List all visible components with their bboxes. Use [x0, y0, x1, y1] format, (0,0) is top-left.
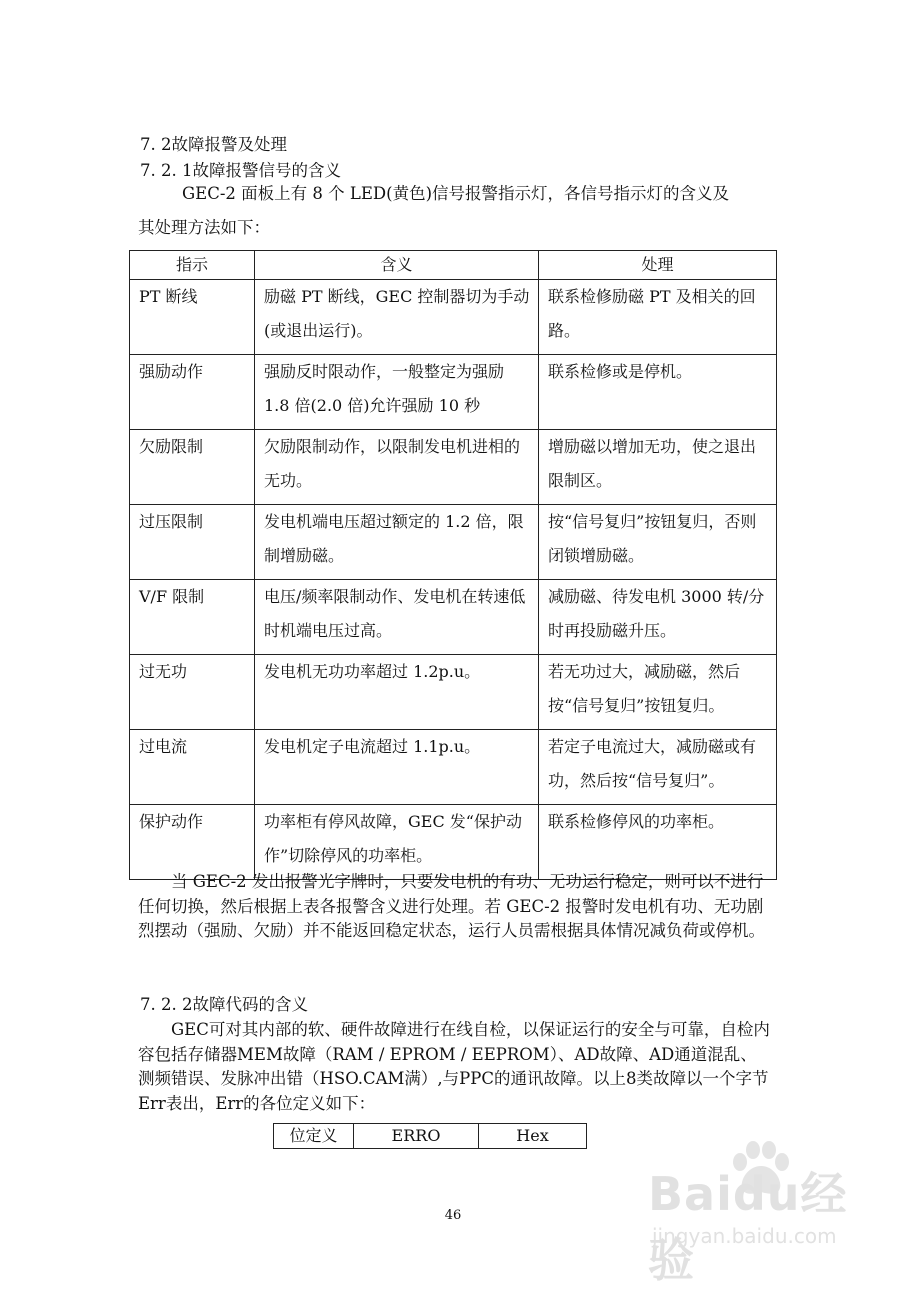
table-row: [130, 430, 777, 505]
cell-meaning: 励磁 PT 断线，GEC 控制器切为手动(或退出运行)。: [255, 280, 539, 355]
watermark-brand: Baidu经验: [648, 1167, 848, 1287]
body-paragraph-2: 当 GEC-2 发出报警光字牌时，只要发电机的有功、无功运行稳定，则可以不进行任何切换，然后根据上表各报警含义进行处理。若 GEC-2 报警时发电机有功、无功剧烈摆动（强励、欠励）并不能返回稳定状态，运行人员需根据具体情况减负荷或停机。: [138, 872, 765, 940]
cell-indicator: PT 断线: [130, 280, 255, 355]
cell-indicator: 欠励限制: [130, 430, 255, 505]
cell-action: 联系检修停风的功率柜。: [539, 805, 777, 880]
table-row: [130, 280, 777, 355]
bit-table-header-row: [274, 1124, 587, 1149]
cell-action: 增励磁以增加无功，使之退出限制区。: [539, 430, 777, 505]
cell-action: 联系检修或是停机。: [539, 355, 777, 430]
body-paragraph-3: GEC可对其内部的软、硬件故障进行在线自检，以保证运行的安全与可靠，自检内容包括存储器MEM故障（RAM / EPROM / EEPROM）、AD故障、AD通道混乱、测频错误、发脉冲出错（HSO.CAM满）,与PPC的通讯故障。以上8类故障以一个字节Err表出，Err的各位定义如下：: [138, 1020, 770, 1113]
cell-action: 联系检修励磁 PT 及相关的回路。: [539, 280, 777, 355]
watermark-site: jingyan.baidu.com: [652, 1224, 837, 1248]
subsection-title-1: 7. 2. 1故障报警信号的含义: [140, 161, 341, 180]
intro-line-1: GEC-2 面板上有 8 个 LED(黄色)信号报警指示灯，各信号指示灯的含义及: [182, 184, 730, 203]
cell-meaning: 强励反时限动作，一般整定为强励 1.8 倍(2.0 倍)允许强励 10 秒: [255, 355, 539, 430]
cell-action: 减励磁、待发电机 3000 转/分时再投励磁升压。: [539, 580, 777, 655]
intro-line-2: 其处理方法如下：: [138, 218, 270, 237]
section-title: 7. 2故障报警及处理: [140, 135, 287, 154]
table-header-indicator: 指示: [130, 251, 255, 280]
table-row: [130, 355, 777, 430]
cell-indicator: 过无功: [130, 655, 255, 730]
bit-header-definition: 位定义: [274, 1124, 354, 1149]
table-row: [130, 805, 777, 880]
subsection-title-2: 7. 2. 2故障代码的含义: [140, 995, 308, 1014]
table-row: [130, 655, 777, 730]
cell-indicator: V/F 限制: [130, 580, 255, 655]
cell-action: 按“信号复归”按钮复归，否则闭锁增励磁。: [539, 505, 777, 580]
table-header-meaning: 含义: [255, 251, 539, 280]
bit-definition-table: [273, 1123, 587, 1149]
bit-header-erro: ERRO: [354, 1124, 479, 1149]
bit-header-hex: Hex: [479, 1124, 587, 1149]
cell-meaning: 电压/频率限制动作、发电机在转速低时机端电压过高。: [255, 580, 539, 655]
baidu-watermark: [648, 1140, 878, 1287]
cell-action: 若定子电流过大，减励磁或有功，然后按“信号复归”。: [539, 730, 777, 805]
cell-indicator: 过压限制: [130, 505, 255, 580]
cell-action: 若无功过大，减励磁，然后按“信号复归”按钮复归。: [539, 655, 777, 730]
page-number: 46: [444, 1208, 462, 1223]
cell-indicator: 过电流: [130, 730, 255, 805]
table-header-action: 处理: [539, 251, 777, 280]
table-row: [130, 730, 777, 805]
cell-meaning: 功率柜有停风故障，GEC 发“保护动作”切除停风的功率柜。: [255, 805, 539, 880]
alarm-table: [129, 250, 777, 880]
cell-indicator: 强励动作: [130, 355, 255, 430]
table-header-row: [130, 251, 777, 280]
table-row: [130, 580, 777, 655]
cell-meaning: 发电机定子电流超过 1.1p.u。: [255, 730, 539, 805]
table-row: [130, 505, 777, 580]
cell-indicator: 保护动作: [130, 805, 255, 880]
cell-meaning: 发电机端电压超过额定的 1.2 倍，限制增励磁。: [255, 505, 539, 580]
cell-meaning: 发电机无功功率超过 1.2p.u。: [255, 655, 539, 730]
cell-meaning: 欠励限制动作，以限制发电机进相的无功。: [255, 430, 539, 505]
